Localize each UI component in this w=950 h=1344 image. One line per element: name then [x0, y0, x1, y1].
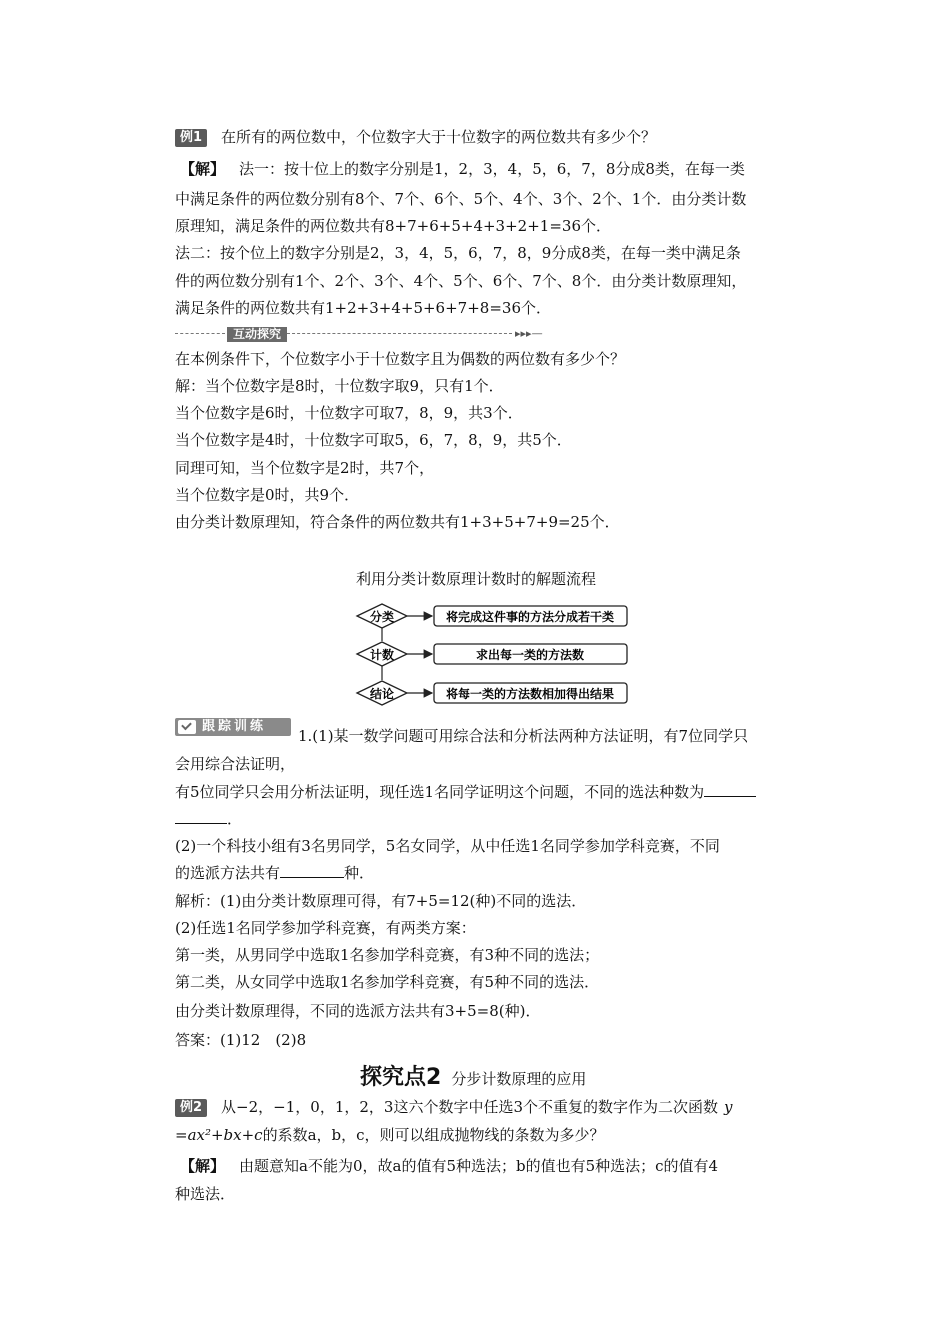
example1-tag: 例1	[175, 129, 207, 147]
text-line: 件的两位数分别有1个、2个、3个、4个、5个、6个、7个、8个．由分类计数原理知，	[175, 272, 747, 290]
text-line: 由题意知a不能为0，故a的值有5种选法；b的值也有5种选法；c的值有4	[239, 1157, 719, 1175]
text-line: 中满足条件的两位数分别有8个、7个、6个、5个、4个、3个、2个、1个．由分类计数	[175, 190, 747, 208]
math-equation: =ax²+bx+c	[175, 1126, 263, 1144]
divider-dash	[287, 333, 512, 334]
track-tag	[175, 718, 291, 736]
example2-question-line	[175, 1096, 732, 1118]
text-line: 原理知，满足条件的两位数共有8+7+6+5+4+3+2+1=36个．	[175, 217, 611, 235]
example2-question-line-2	[175, 1124, 605, 1146]
text-line: 解：当个位数字是8时，十位数字取9，只有1个．	[175, 377, 504, 395]
section-subtitle: 分步计数原理的应用	[451, 1070, 587, 1088]
text-line: (2)任选1名同学参加学科竞赛，有两类方案：	[175, 919, 476, 937]
track-line-blank-1b	[175, 808, 242, 830]
example2-solution-line-1	[180, 1155, 718, 1177]
answer-blank	[704, 781, 756, 797]
flow-step-text: 求出每一类的方法数	[475, 648, 585, 662]
arrow-icon: ▸▸▸—	[515, 327, 543, 340]
text-line: (2)一个科技小组有3名男同学，5名女同学，从中任选1名同学参加学科竞赛，不同	[175, 837, 720, 855]
solution-label: 【解】	[180, 1157, 226, 1175]
section-title: 探究点2	[360, 1065, 442, 1090]
text-line: 1.(1)某一数学问题可用综合法和分析法两种方法证明，有7位同学只	[298, 727, 749, 745]
text-line: 法一：按十位上的数字分别是1，2，3，4，5，6，7，8分成8类，在每一类	[239, 160, 745, 178]
text-line: 从−2，−1，0，1，2，3这六个数字中任选3个不重复的数字作为二次函数	[221, 1098, 718, 1116]
flow-step-label: 分类	[369, 610, 395, 624]
track-line-blank-2	[175, 862, 374, 884]
text-line: 有5位同学只会用分析法证明，现任选1名同学证明这个问题，不同的选法种数为	[175, 783, 705, 801]
text-line: 满足条件的两位数共有1+2+3+4+5+6+7+8=36个．	[175, 299, 551, 317]
text-line: ．	[227, 810, 243, 828]
text-line: 由分类计数原理知，符合条件的两位数共有1+3+5+7+9=25个．	[175, 513, 620, 531]
divider-dash	[175, 333, 225, 334]
text-line: 会用综合法证明，	[175, 755, 296, 773]
text-line: 同理可知，当个位数字是2时，共7个，	[175, 459, 435, 477]
text-line: 由分类计数原理得，不同的选派方法共有3+5=8(种)．	[175, 1002, 541, 1020]
text-line: 解析：(1)由分类计数原理可得，有7+5=12(种)不同的选法．	[175, 892, 587, 910]
text-line: 种选法．	[175, 1185, 236, 1203]
example1-question: 在所有的两位数中，个位数字大于十位数字的两位数共有多少个？	[221, 128, 657, 146]
flow-title: 利用分类计数原理计数时的解题流程	[356, 570, 597, 588]
text-line: 在本例条件下，个位数字小于十位数字且为偶数的两位数有多少个？	[175, 350, 626, 368]
section-heading	[360, 1060, 586, 1090]
flow-step-text: 将完成这件事的方法分成若干类	[445, 610, 615, 624]
text-line: 当个位数字是6时，十位数字可取7，8，9，共3个．	[175, 404, 523, 422]
text-line: 法二：按个位上的数字分别是2，3，4，5，6，7，8，9分成8类，在每一类中满足条	[175, 244, 741, 262]
example1-question-line	[175, 126, 656, 148]
track-line-blank-1	[175, 781, 756, 803]
flow-step-label: 结论	[369, 687, 395, 701]
text-line: 第二类，从女同学中选取1名参加学科竞赛，有5种不同的选法．	[175, 973, 600, 991]
text-line: 的选派方法共有	[175, 864, 281, 882]
example2-tag: 例2	[175, 1099, 207, 1117]
checkmark-icon	[178, 720, 196, 734]
text-line: 当个位数字是4时，十位数字可取5，6，7，8，9，共5个．	[175, 431, 572, 449]
text-line: 答案：(1)12 (2)8	[175, 1031, 307, 1049]
answer-blank	[280, 862, 344, 878]
flow-step-text: 将每一类的方法数相加得出结果	[445, 687, 615, 701]
text-line: 第一类，从男同学中选取1名参加学科竞赛，有3种不同的选法；	[175, 946, 600, 964]
text-line: 种．	[344, 864, 375, 882]
flow-step-label: 计数	[369, 648, 395, 662]
track-tag-label: 跟踪训练	[202, 719, 267, 734]
text-line: 的系数a，b，c，则可以组成抛物线的条数为多少？	[262, 1126, 605, 1144]
text-line: 当个位数字是0时，共9个．	[175, 486, 360, 504]
solution-label: 【解】	[180, 160, 226, 178]
flow-diagram	[355, 600, 635, 708]
example1-solution-line-1	[180, 158, 745, 180]
explore-tag: 互动探究	[227, 327, 287, 342]
answer-blank	[175, 808, 227, 824]
explore-divider	[175, 327, 555, 341]
math-variable: y	[724, 1098, 733, 1116]
